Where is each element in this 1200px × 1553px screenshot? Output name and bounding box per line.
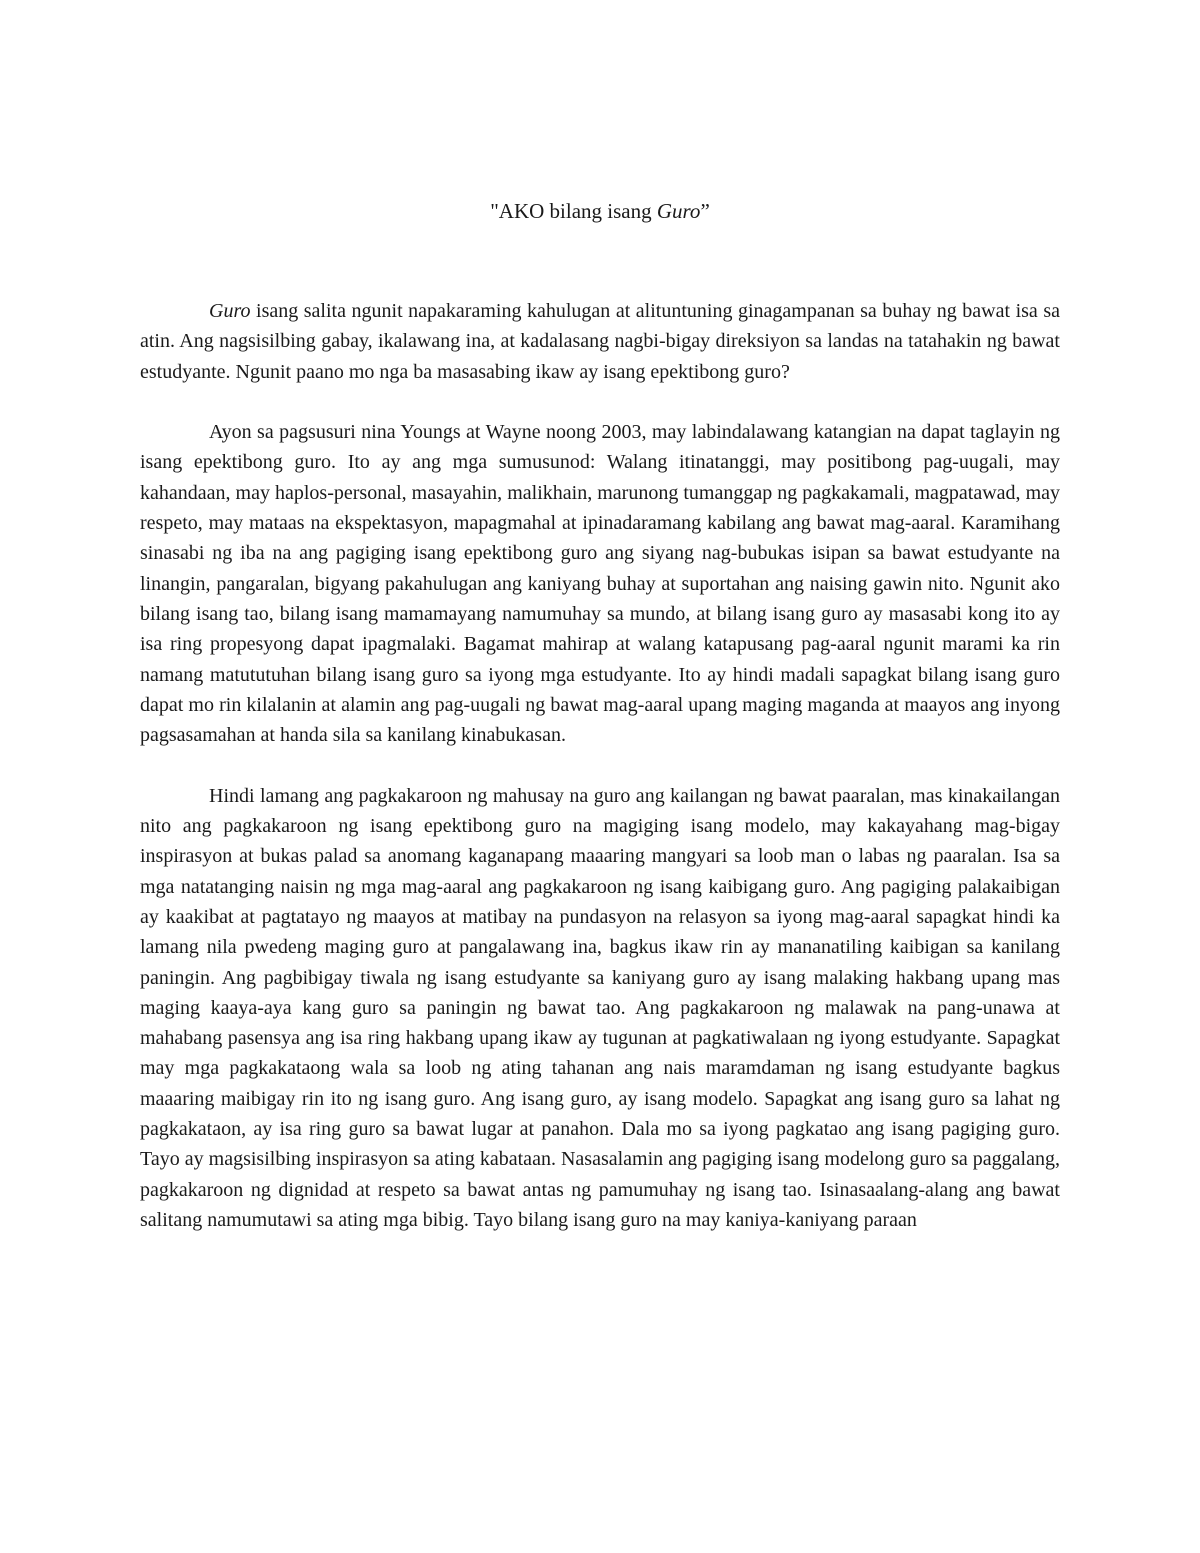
title-italic-text: Guro	[656, 199, 701, 223]
paragraph-3-text: Hindi lamang ang pagkakaroon ng mahusay na guro ang kailangan ng bawat paaralan, mas kinakailangan nito ang pagkakaroon ng isang epektibong guro na magiging isang modelo, may kakayahang mag-bigay inspirasyon at bukas palad sa anomang kaganapang maaaring mangyari sa loob man o labas ng paaralan. Isa sa mga natatanging naisin ng mga mag-aaral ang pagkakaroon ng isang kaibigang guro. Ang pagiging palakaibigan ay kaakibat at pagtatayo ng maayos at matibay na pundasyon na relasyon sa iyong mag-aaral sapagkat hindi ka lamang nila pwedeng maging guro at pangalawang ina, bagkus ikaw rin ay mananatiling kaibigan sa kanilang paningin. Ang pagbibigay tiwala ng isang estudyante sa kaniyang guro ay isang malaking hakbang upang mas maging kaaya-aya kang guro sa paningin ng bawat tao. Ang pagkakaroon ng malawak na pang-unawa at mahabang pasensya ang isa ring hakbang upang ikaw ay tugunan at pagkatiwalaan ng iyong estudyante. Sapagkat may mga pagkakataong wala sa loob ng ating tahanan ang nais maramdaman ng isang estudyante bagkus maaaring maibigay rin ito ng isang guro. Ang isang guro, ay isang modelo. Sapagkat ang isang guro sa lahat ng pagkakataon, ay isa ring guro sa bawat lugar at panahon. Dala mo sa iyong pagkatao ang isang pagiging guro. Tayo ay magsisilbing inspirasyon sa ating kabataan. Nasasalamin ang pagiging isang modelong guro sa paggalang, pagkakaroon ng dignidad at respeto sa bawat antas ng pamumuhay ng isang tao. Isinasaalang-alang ang bawat salitang namumutawi sa ating mga bibig. Tayo bilang isang guro na may kaniya-kaniyang paraan	[140, 784, 1060, 1231]
paragraph-1-lead-word: Guro	[209, 300, 251, 322]
title-close-quote: ”	[700, 199, 710, 223]
document-title	[0, 196, 1200, 226]
document-body	[140, 296, 1060, 1235]
paragraph-2	[140, 417, 1060, 750]
title-plain-text: AKO bilang isang	[498, 199, 657, 223]
title-open-quote: "	[490, 199, 499, 223]
paragraph-3	[140, 781, 1060, 1235]
paragraph-2-text: Ayon sa pagsusuri nina Youngs at Wayne noong 2003, may labindalawang katangian na dapat taglayin ng isang epektibong guro. Ito ay ang mga sumusunod: Walang itinatanggi, may positibong pag-uugali, may kahandaan, may haplos-personal, masayahin, malikhain, marunong tumanggap ng pagkakamali, magpatawad, may respeto, may mataas na ekspektasyon, mapagmahal at ipinadaramang kabilang ang bawat mag-aaral. Karamihang sinasabi ng iba na ang pagiging isang epektibong guro ang siyang nag-bubukas isipan sa bawat estudyante na linangin, pangaralan, bigyang pakahulugan ang kaniyang buhay at suportahan ang naising gawin nito. Ngunit ako bilang isang tao, bilang isang mamamayang namumuhay sa mundo, at bilang isang guro ay masasabi kong ito ay isa ring propesyong dapat ipagmalaki. Bagamat mahirap at walang katapusang pag-aaral ngunit marami ka rin namang matututuhan bilang isang guro sa iyong mga estudyante. Ito ay hindi madali sapagkat bilang isang guro dapat mo rin kilalanin at alamin ang pag-uugali ng bawat mag-aaral upang maging maganda at maayos ang inyong pagsasamahan at handa sila sa kanilang kinabukasan.	[140, 421, 1060, 747]
paragraph-1-text: isang salita ngunit napakaraming kahulugan at alituntuning ginagampanan sa buhay ng bawat isa sa atin. Ang nagsisilbing gabay, ikalawang ina, at kadalasang nagbi-bigay direksiyon sa landas na tatahakin ng bawat estudyante. Ngunit paano mo nga ba masasabing ikaw ay isang epektibong guro?	[140, 300, 1060, 383]
paragraph-1	[140, 296, 1060, 387]
